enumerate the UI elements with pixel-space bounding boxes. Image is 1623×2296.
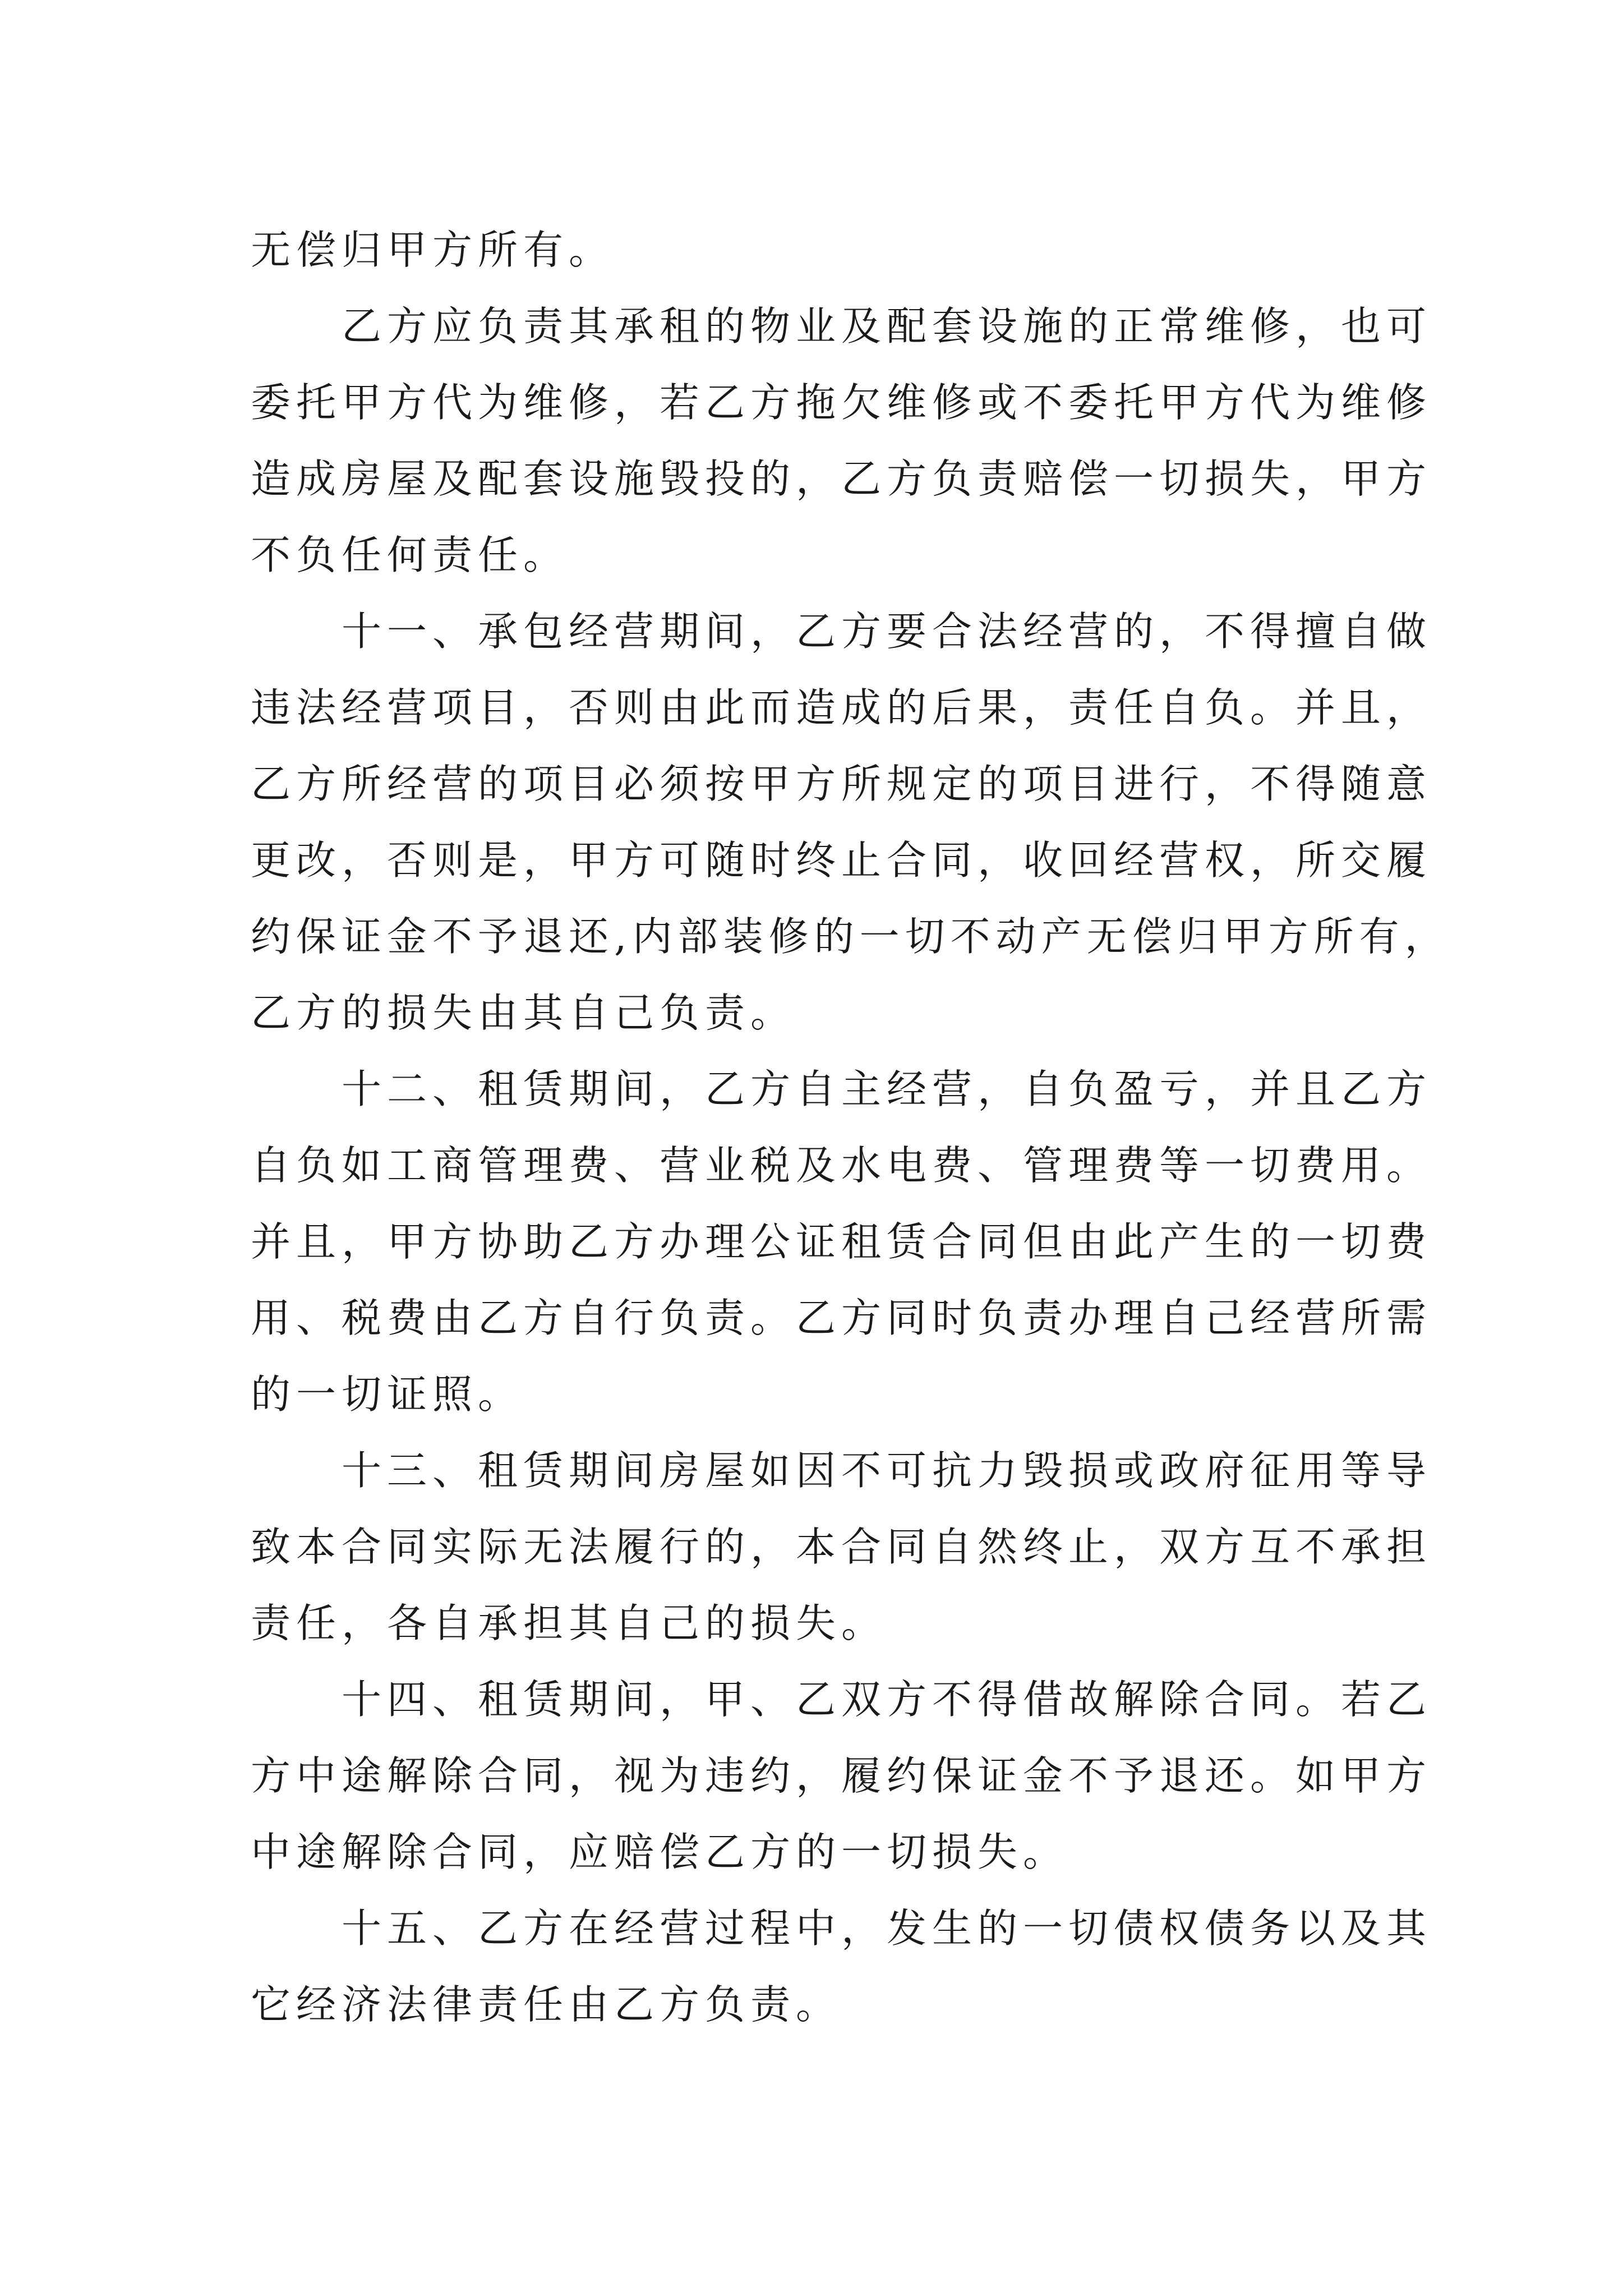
- text-line: 十四、租赁期间，甲、乙双方不得借故解除合同。若乙: [342, 1676, 1432, 1723]
- clause-11: [251, 593, 1450, 1051]
- text-line: 更改，否则是，甲方可随时终止合同，收回经营权，所交履: [251, 837, 1432, 884]
- text-line: 并且，甲方协助乙方办理公证租赁合同但由此产生的一切费: [251, 1218, 1432, 1265]
- clause-12: [251, 1051, 1432, 1433]
- clause-13: [251, 1433, 1432, 1662]
- document-body: [251, 212, 1450, 2043]
- text-line: 不负任何责任。: [251, 532, 569, 578]
- text-line: 它经济法律责任由乙方负责。: [251, 1981, 842, 2028]
- text-line: 十三、租赁期间房屋如因不可抗力毁损或政府征用等导: [342, 1447, 1432, 1494]
- text-line: 乙方所经营的项目必须按甲方所规定的项目进行，不得随意: [251, 761, 1432, 807]
- paragraph-continuation: [251, 212, 1378, 288]
- text-line: 用、税费由乙方自行负责。乙方同时负责办理自己经营所需: [251, 1295, 1432, 1341]
- text-line: 约保证金不予退还,内部装修的一切不动产无偿归甲方所有，: [251, 913, 1450, 960]
- text-line: 乙方应负责其承租的物业及配套设施的正常维修，也可: [342, 303, 1432, 349]
- text-line: 中途解除合同，应赔偿乙方的一切损失。: [251, 1829, 1069, 1875]
- text-line: 自负如工商管理费、营业税及水电费、管理费等一切费用。: [251, 1142, 1432, 1189]
- text-line: 造成房屋及配套设施毁投的，乙方负责赔偿一切损失，甲方: [251, 455, 1432, 502]
- text-line: 十一、承包经营期间，乙方要合法经营的，不得擅自做: [342, 608, 1432, 655]
- clause-14: [251, 1662, 1432, 1890]
- clause-15: [251, 1890, 1432, 2043]
- paragraph-maintenance: [251, 288, 1432, 593]
- text-line: 违法经营项目，否则由此而造成的后果，责任自负。并且，: [251, 684, 1432, 731]
- text-line: 委托甲方代为维修，若乙方拖欠维修或不委托甲方代为维修: [251, 379, 1432, 426]
- text-line: 十二、租赁期间，乙方自主经营，自负盈亏，并且乙方: [342, 1066, 1432, 1112]
- text-line: 十五、乙方在经营过程中，发生的一切债权债务以及其: [342, 1905, 1432, 1952]
- text-line: 方中途解除合同，视为违约，履约保证金不予退还。如甲方: [251, 1752, 1432, 1799]
- text-line: 的一切证照。: [251, 1371, 524, 1418]
- text-line: 致本合同实际无法履行的，本合同自然终止，双方互不承担: [251, 1524, 1432, 1570]
- text-line: 责任，各自承担其自己的损失。: [251, 1600, 887, 1646]
- text-line: 乙方的损失由其自己负责。: [251, 990, 796, 1036]
- text-line: 无偿归甲方所有。: [251, 227, 615, 273]
